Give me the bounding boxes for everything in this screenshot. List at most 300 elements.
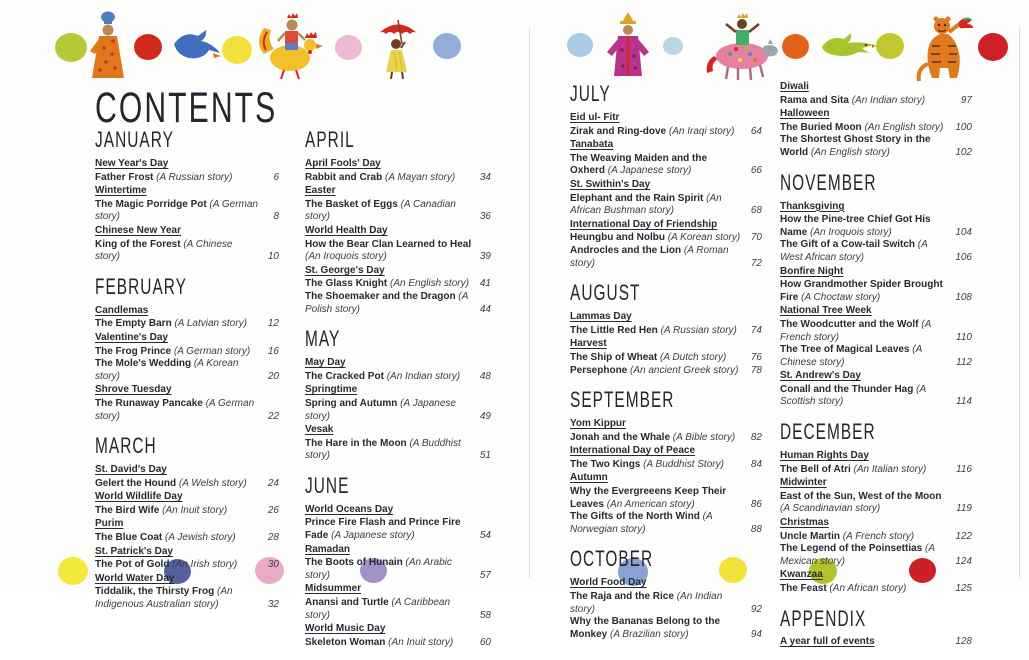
story-title: The Magic Porridge Pot <box>95 198 207 210</box>
page-number: 112 <box>956 356 972 368</box>
story-origin: (A Buddhist story) <box>305 437 461 462</box>
story-origin: (An Indian story) <box>848 94 926 106</box>
holiday-label: World Wildlife Day <box>95 491 183 503</box>
story-entry <box>570 511 762 536</box>
entry-text <box>780 214 947 239</box>
page-number: 100 <box>955 121 972 133</box>
page-number: 66 <box>750 165 762 177</box>
story-entry <box>95 318 279 331</box>
girl-with-umbrella-figure <box>372 14 424 80</box>
entry-text <box>95 172 265 185</box>
story-title: How Grandmother Spider Brought Fire <box>780 279 943 303</box>
entry-text <box>780 319 948 344</box>
story-origin: (An Indigenous Australian story) <box>95 586 233 611</box>
holiday-label: Chinese New Year <box>95 224 181 236</box>
story-entry <box>95 478 279 491</box>
story-origin: (A Russian story) <box>153 171 233 183</box>
story-origin: (A Mayan story) <box>382 171 456 183</box>
story-title: Prince Fire Flash and Prince Fire Fade <box>305 517 461 542</box>
story-entry <box>95 398 279 423</box>
month-heading: MARCH <box>95 433 157 459</box>
month-section-april <box>305 128 491 316</box>
month-section-march <box>95 434 279 612</box>
story-entry <box>305 291 491 316</box>
story-origin: (A Brazilian story) <box>607 628 689 640</box>
story-entry <box>570 193 762 218</box>
story-origin: (An Indian story) <box>383 370 461 382</box>
story-title: The Ship of Wheat <box>570 351 658 363</box>
page-number: 60 <box>479 636 491 648</box>
story-entry <box>780 95 972 108</box>
month-section-november <box>780 171 972 410</box>
holiday-label: National Tree Week <box>780 305 872 317</box>
story-title: Father Frost <box>95 171 154 183</box>
month-heading: OCTOBER <box>570 546 654 572</box>
green-bird-figure <box>820 30 876 60</box>
page-number: 104 <box>955 226 972 238</box>
story-entry <box>780 531 972 544</box>
story-origin: (A Scottish story) <box>780 383 926 408</box>
entry-text <box>95 346 260 359</box>
dot-yellow-top-left <box>222 36 252 64</box>
story-title: Tiddalik, the Thirsty Frog <box>95 586 215 598</box>
story-origin: (A Korean story) <box>95 358 239 382</box>
page-number: 110 <box>956 331 972 343</box>
dot-lightblue-small-top-right <box>663 37 683 55</box>
entry-text <box>570 511 743 536</box>
story-entry <box>305 199 491 224</box>
story-origin: (An Italian story) <box>850 463 927 475</box>
entry-text <box>305 557 472 582</box>
story-entry <box>95 532 279 545</box>
entry-text <box>305 172 472 185</box>
page-number: 54 <box>479 530 491 542</box>
entry-text <box>305 291 472 316</box>
page-number: 106 <box>955 251 972 263</box>
story-origin: (A Welsh story) <box>176 477 247 489</box>
story-origin: (An Iroquois story) <box>305 251 387 263</box>
holiday-label: Springtime <box>305 384 358 396</box>
entry-text <box>570 616 743 641</box>
story-title: Why the Bananas Belong to the Monkey <box>570 616 721 640</box>
story-origin: (An African Bushman story) <box>570 192 722 217</box>
story-title: East of the Sun, West of the Moon <box>780 490 942 502</box>
story-origin: (An English story) <box>387 278 469 290</box>
story-entry <box>780 122 972 135</box>
story-title: Uncle Martin <box>780 530 841 542</box>
holiday-label: Christmas <box>780 517 829 529</box>
entry-text <box>305 438 472 463</box>
entry-text <box>780 491 948 516</box>
robed-king-figure <box>602 10 654 80</box>
entry-text <box>95 505 260 518</box>
story-origin: (An Irish story) <box>169 559 238 571</box>
page-number: 12 <box>267 318 279 330</box>
page-number: 8 <box>273 211 279 223</box>
entry-text <box>305 517 472 542</box>
month-section-october-continued <box>780 80 972 160</box>
story-entry <box>570 486 762 511</box>
story-title: Anansi and Turtle <box>305 597 389 609</box>
month-heading: MAY <box>305 326 341 352</box>
story-title: The Bell of Atri <box>780 463 851 475</box>
story-entry <box>95 172 279 185</box>
entry-text <box>570 193 743 218</box>
month-section-may <box>305 327 491 463</box>
holiday-label: St. David's Day <box>95 464 167 476</box>
story-title: The Mole's Wedding <box>95 358 192 370</box>
page-number: 108 <box>955 291 972 303</box>
story-origin: (An Inuit story) <box>385 636 454 648</box>
month-heading: JULY <box>570 81 611 106</box>
toc-column-jan-mar <box>95 128 279 623</box>
page-number: 125 <box>955 583 972 594</box>
story-origin: (An English story) <box>861 121 944 133</box>
page-number: 97 <box>960 94 972 106</box>
page-number: 10 <box>267 251 279 263</box>
story-origin: (A French story) <box>780 318 931 343</box>
entry-text <box>95 586 260 611</box>
boy-riding-rooster-figure <box>252 12 322 80</box>
month-section-september <box>570 388 762 536</box>
story-entry <box>780 464 972 477</box>
holiday-label: World Music Day <box>305 623 386 635</box>
story-title: The Hare in the Moon <box>305 437 407 449</box>
story-title: The Weaving Maiden and the Oxherd <box>570 152 708 177</box>
story-title: King of the Forest <box>95 238 181 250</box>
entry-text <box>305 371 472 384</box>
page-number: 6 <box>273 171 279 183</box>
entry-text <box>95 532 260 545</box>
page-number: 94 <box>750 628 762 640</box>
story-title: The Shortest Ghost Story in the World <box>780 134 931 158</box>
holiday-label: Valentine's Day <box>95 331 168 343</box>
page-number: 74 <box>750 324 762 336</box>
page-number: 86 <box>750 498 762 510</box>
holiday-label: St. George's Day <box>305 264 385 276</box>
entry-text <box>570 591 743 616</box>
page-number: 116 <box>956 463 972 475</box>
story-origin: (A Buddhist Story) <box>640 458 724 470</box>
page-number: 22 <box>267 410 279 422</box>
story-title: The Glass Knight <box>305 278 388 290</box>
dot-yellow-bottom-left <box>58 557 88 585</box>
page-number: 84 <box>750 458 762 470</box>
story-title: The Gifts of the North Wind <box>570 511 700 523</box>
story-title: The Tree of Magical Leaves <box>780 344 910 356</box>
story-origin: (A Bible story) <box>670 431 736 443</box>
story-origin: (An Inuit story) <box>159 504 228 516</box>
story-title: The Raja and the Rice <box>570 591 674 603</box>
story-origin: (A German story) <box>95 397 255 422</box>
page-number: 58 <box>479 609 491 621</box>
page-number: 119 <box>956 503 972 515</box>
story-entry <box>780 239 972 264</box>
story-title: The Little Red Hen <box>570 324 658 336</box>
page-number: 70 <box>750 232 762 244</box>
month-section-december <box>780 420 972 596</box>
entry-text <box>95 478 260 491</box>
page-number: 51 <box>479 450 491 462</box>
story-title: Gelert the Hound <box>95 477 177 489</box>
story-entry <box>570 352 762 365</box>
story-title: The Legend of the Poinsettias <box>780 543 923 555</box>
entry-text: A year full of events <box>780 635 875 647</box>
story-title: The Basket of Eggs <box>305 198 398 210</box>
page-number: 32 <box>267 599 279 611</box>
entry-text <box>305 597 472 622</box>
holiday-label: World Health Day <box>305 224 388 236</box>
page-number: 72 <box>750 257 762 269</box>
entry-text <box>780 531 947 544</box>
entry-text <box>780 543 947 568</box>
holiday-label: Thanksgiving <box>780 200 845 212</box>
entry-text <box>305 278 472 291</box>
story-title: The Frog Prince <box>95 345 172 357</box>
month-heading: JUNE <box>305 472 350 498</box>
story-title: The Blue Coat <box>95 532 163 544</box>
story-entry <box>570 365 762 378</box>
month-heading: JANUARY <box>95 127 174 152</box>
entry-text <box>570 459 743 472</box>
story-origin: (An African story) <box>826 583 907 594</box>
story-entry <box>305 597 491 622</box>
story-title: Jonah and the Whale <box>570 431 671 443</box>
page-number: 57 <box>479 569 491 581</box>
story-entry <box>305 239 491 264</box>
page-number: 20 <box>267 370 279 382</box>
story-title: Rabbit and Crab <box>305 171 383 183</box>
page-number: 24 <box>267 477 279 489</box>
story-title: The Feast <box>780 583 827 594</box>
page-number: 48 <box>479 370 491 382</box>
story-origin: (A Japanese story) <box>328 530 415 542</box>
page-number: 36 <box>479 211 491 223</box>
page-number: 128 <box>955 635 972 647</box>
dot-orange-top-right <box>782 34 809 59</box>
story-origin: (An ancient Greek story) <box>627 364 739 376</box>
dot-yellowgreen-top-right <box>876 33 904 59</box>
entry-text <box>780 134 947 159</box>
holiday-label: St. Swithin's Day <box>570 178 651 190</box>
month-heading: FEBRUARY <box>95 273 187 299</box>
story-title: The Empty Barn <box>95 318 172 330</box>
page-gutter-line <box>529 28 530 578</box>
page-number: 76 <box>750 351 762 363</box>
holiday-label: Eid ul- Fitr <box>570 112 620 123</box>
story-origin: (An Arabic story) <box>305 557 452 581</box>
story-title: Androcles and the Lion <box>570 244 682 256</box>
tiger-with-bird-figure <box>912 12 974 82</box>
story-entry <box>780 214 972 239</box>
page-number: 88 <box>750 523 762 535</box>
entry-text <box>780 583 947 596</box>
story-origin: (A Jewish story) <box>162 532 236 544</box>
month-heading: AUGUST <box>570 280 641 306</box>
page-number: 26 <box>267 504 279 516</box>
story-title: Persephone <box>570 364 628 376</box>
story-title: How the Pine-tree Chief Got His Name <box>780 214 931 238</box>
holiday-label: Ramadan <box>305 543 351 555</box>
entry-text <box>570 352 743 365</box>
story-entry <box>780 344 972 369</box>
holiday-label: World Oceans Day <box>305 503 394 515</box>
entry-text <box>305 199 472 224</box>
dot-pink-top-left <box>335 35 362 60</box>
story-origin: (A Japanese story) <box>605 165 692 177</box>
story-entry <box>780 384 972 409</box>
story-entry <box>570 432 762 445</box>
story-title: Conall and the Thunder Hag <box>780 383 914 395</box>
story-origin: (A Korean story) <box>665 232 741 244</box>
entry-text <box>570 365 743 378</box>
page-number: 68 <box>750 205 762 217</box>
story-entry <box>570 126 762 139</box>
story-origin: (A Latvian story) <box>171 318 247 330</box>
story-origin: (A Chinese story) <box>780 344 922 368</box>
holiday-label: St. Andrew's Day <box>780 370 861 382</box>
holiday-label: Kwanzaa <box>780 569 823 581</box>
story-origin: (A Scandinavian story) <box>780 503 881 515</box>
story-origin: (An American story) <box>603 498 695 510</box>
page-number: 44 <box>479 303 491 315</box>
story-entry <box>95 505 279 518</box>
month-heading: APPENDIX <box>780 605 867 631</box>
page-number: 34 <box>479 171 491 183</box>
entry-text <box>780 239 947 264</box>
story-entry <box>570 153 762 178</box>
entry-text <box>305 637 472 650</box>
page-number: 16 <box>267 345 279 357</box>
story-entry <box>95 559 279 572</box>
holiday-label: International Day of Peace <box>570 445 696 457</box>
month-section-february <box>95 275 279 423</box>
holiday-label: New Year's Day <box>95 158 169 169</box>
month-heading: APRIL <box>305 127 355 152</box>
holiday-label: Midsummer <box>305 583 362 595</box>
entry-text <box>780 122 947 135</box>
page-number: 64 <box>750 125 762 137</box>
entry-text <box>95 358 260 383</box>
holiday-label: Tanabata <box>570 139 614 151</box>
month-heading: DECEMBER <box>780 419 876 445</box>
story-title: The Pot of Gold <box>95 559 170 571</box>
story-origin: (An Iraqi story) <box>666 125 735 137</box>
entry-text <box>780 464 948 477</box>
holiday-label: Harvest <box>570 338 607 350</box>
page-number: 41 <box>479 278 491 290</box>
story-entry <box>780 491 972 516</box>
entry-text <box>570 432 743 445</box>
story-entry <box>780 279 972 304</box>
story-entry <box>305 371 491 384</box>
story-title: The Woodcutter and the Wolf <box>780 318 919 330</box>
entry-text <box>570 325 743 338</box>
dot-red-top-right <box>978 33 1008 61</box>
story-entry <box>780 583 972 596</box>
story-origin: (A Polish story) <box>305 290 469 315</box>
holiday-label: Vesak <box>305 424 334 436</box>
page-number: 124 <box>955 555 972 567</box>
page-number: 122 <box>955 530 972 542</box>
appendix-entry <box>780 636 972 649</box>
story-origin: (A Japanese story) <box>305 397 456 422</box>
holiday-label: Shrove Tuesday <box>95 384 172 396</box>
story-title: Spring and Autumn <box>305 397 398 409</box>
story-origin: (A Mexican story) <box>780 543 935 567</box>
holiday-label: Yom Kippur <box>570 418 626 430</box>
entry-text <box>95 318 260 331</box>
holiday-label: April Fools' Day <box>305 158 381 169</box>
story-entry <box>780 319 972 344</box>
story-title: The Gift of a Cow-tail Switch <box>780 239 915 251</box>
story-title: Elephant and the Rain Spirit <box>570 192 704 204</box>
month-heading: SEPTEMBER <box>570 387 675 413</box>
story-origin: (A Norwegian story) <box>570 511 713 535</box>
page-number: 28 <box>267 532 279 544</box>
story-title: Skeleton Woman <box>305 636 386 648</box>
story-title: The Bird Wife <box>95 504 160 516</box>
story-origin: (A Choctaw story) <box>798 291 881 303</box>
story-entry <box>95 586 279 611</box>
entry-text <box>780 95 953 108</box>
page-number: 78 <box>750 364 762 376</box>
holiday-label: Wintertime <box>95 185 147 197</box>
story-origin: (An Indian story) <box>570 591 723 615</box>
story-entry <box>570 616 762 641</box>
story-title: The Two Kings <box>570 458 641 470</box>
story-entry <box>305 637 491 650</box>
blue-bird-figure <box>170 28 222 64</box>
holiday-label: Easter <box>305 185 336 197</box>
month-section-october <box>570 547 762 641</box>
entry-text <box>95 559 260 572</box>
page-number: 30 <box>267 559 279 571</box>
story-origin: (A German story) <box>171 345 251 357</box>
story-title: The Runaway Pancake <box>95 397 203 409</box>
story-entry <box>570 325 762 338</box>
story-origin: (A Dutch story) <box>657 351 727 363</box>
story-title: Heungbu and Nolbu <box>570 232 665 244</box>
holiday-label: Halloween <box>780 108 830 120</box>
story-title: The Shoemaker and the Dragon <box>305 290 456 302</box>
story-entry <box>305 398 491 423</box>
story-entry <box>95 239 279 264</box>
story-title: How the Bear Clan Learned to Heal <box>305 238 472 250</box>
story-entry <box>95 199 279 224</box>
dot-blue-top-left <box>433 33 461 59</box>
page-number: 82 <box>750 431 762 443</box>
holiday-label: Purim <box>95 518 124 530</box>
story-entry <box>95 346 279 359</box>
holiday-label: Lammas Day <box>570 311 632 323</box>
page-number: 114 <box>956 396 972 408</box>
story-entry <box>305 438 491 463</box>
entry-text <box>305 239 472 264</box>
holiday-label: International Day of Friendship <box>570 218 718 230</box>
month-section-appendix <box>780 607 972 649</box>
story-origin: (A German story) <box>95 198 258 223</box>
story-entry <box>305 278 491 291</box>
story-origin: (A French story) <box>840 530 915 542</box>
story-origin: (A Russian story) <box>657 324 737 336</box>
entry-text <box>570 153 743 178</box>
holiday-label: St. Patrick's Day <box>95 545 173 557</box>
story-origin: (A Roman story) <box>570 244 729 269</box>
story-entry <box>305 557 491 582</box>
story-title: Why the Evergreeens Keep Their Leaves <box>570 486 727 510</box>
holiday-label: World Food Day <box>570 577 647 589</box>
